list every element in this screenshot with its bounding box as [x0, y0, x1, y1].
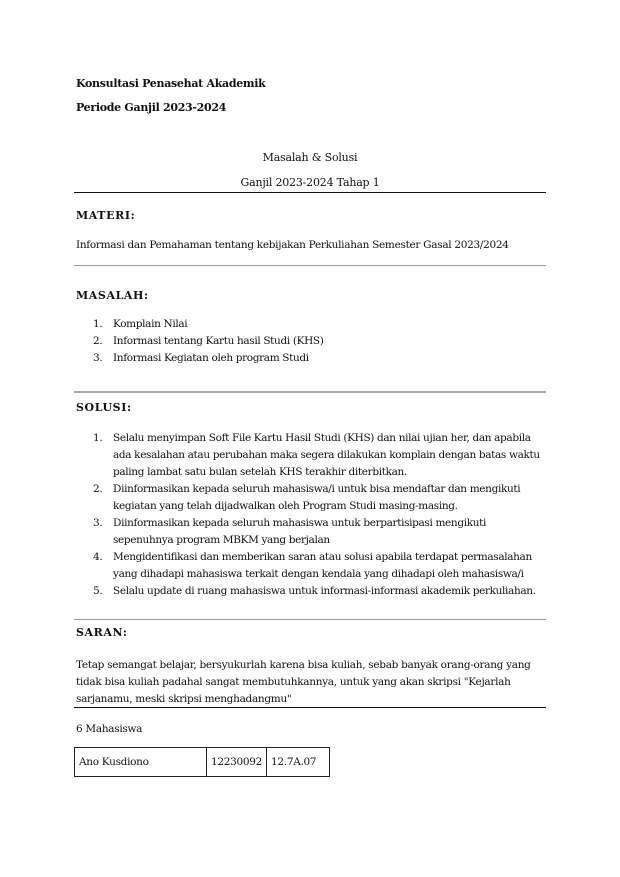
- list-item: [78, 515, 548, 549]
- list-text: Informasi tentang Kartu hasil Studi (KHS): [113, 335, 324, 347]
- divider: [74, 707, 546, 708]
- list-item: [78, 583, 548, 600]
- heading-term: Ganjil 2023-2024 Tahap 1: [240, 176, 380, 189]
- list-item: [78, 350, 548, 367]
- saran-title: SARAN:: [76, 626, 128, 639]
- list-item: [78, 549, 548, 583]
- saran-text: Tetap semangat belajar, bersyukurlah karena bisa kuliah, sebab banyak orang-orang yang tidak bisa kuliah padahal sangat membutuhkannya, untuk yang akan skripsi "Kejarlah sarjanamu, meski skripsi menghadangmu": [76, 659, 531, 705]
- divider: [74, 192, 546, 193]
- student-count: 6 Mahasiswa: [76, 723, 143, 735]
- masalah-list: [78, 316, 548, 367]
- list-text: Selalu update di ruang mahasiswa untuk informasi-informasi akademik perkuliahan.: [113, 585, 536, 597]
- list-text: Mengidentifikasi dan memberikan saran atau solusi apabila terdapat permasalahan yang dihadapi mahasiswa terkait dengan kendala yang dihadapi oleh mahasiswa/i: [113, 551, 532, 580]
- list-number: 5.: [93, 585, 103, 597]
- divider: [74, 619, 546, 620]
- list-number: 4.: [93, 551, 103, 563]
- list-number: 2.: [93, 483, 103, 495]
- table-row: [75, 748, 330, 777]
- student-table: [74, 747, 330, 777]
- list-item: [78, 430, 548, 481]
- student-name: Ano Kusdiono: [75, 748, 207, 777]
- list-text: Selalu menyimpan Soft File Kartu Hasil Studi (KHS) dan nilai ujian her, dan apabila ada kesalahan atau perubahan maka segera dilakukan komplain dengan batas waktu paling lambat satu bulan setelah KHS terakhir diterbitkan.: [113, 432, 540, 478]
- document-title: Konsultasi Penasehat Akademik: [76, 77, 266, 90]
- materi-title: MATERI:: [76, 209, 136, 222]
- list-text: Diinformasikan kepada seluruh mahasiswa/i untuk bisa mendaftar dan mengikuti kegiatan yang telah dijadwalkan oleh Program Studi masing-masing.: [113, 483, 521, 512]
- list-number: 1.: [93, 318, 103, 330]
- list-text: Komplain Nilai: [113, 318, 188, 330]
- heading-topic: Masalah & Solusi: [262, 151, 358, 164]
- list-item: [78, 333, 548, 350]
- divider: [74, 391, 546, 393]
- solusi-list: [78, 430, 548, 600]
- list-number: 3.: [93, 352, 103, 364]
- list-item: [78, 316, 548, 333]
- student-nim: 12230092: [207, 748, 267, 777]
- student-class: 12.7A.07: [267, 748, 330, 777]
- list-number: 1.: [93, 432, 103, 444]
- list-number: 3.: [93, 517, 103, 529]
- list-text: Diinformasikan kepada seluruh mahasiswa untuk berpartisipasi mengikuti sepenuhnya program MBKM yang berjalan: [113, 517, 487, 546]
- list-item: [78, 481, 548, 515]
- divider: [74, 265, 546, 266]
- list-text: Informasi Kegiatan oleh program Studi: [113, 352, 309, 364]
- solusi-title: SOLUSI:: [76, 401, 132, 414]
- materi-text: Informasi dan Pemahaman tentang kebijakan Perkuliahan Semester Gasal 2023/2024: [76, 239, 509, 251]
- document-period: Periode Ganjil 2023-2024: [76, 101, 227, 114]
- list-number: 2.: [93, 335, 103, 347]
- masalah-title: MASALAH:: [76, 289, 149, 302]
